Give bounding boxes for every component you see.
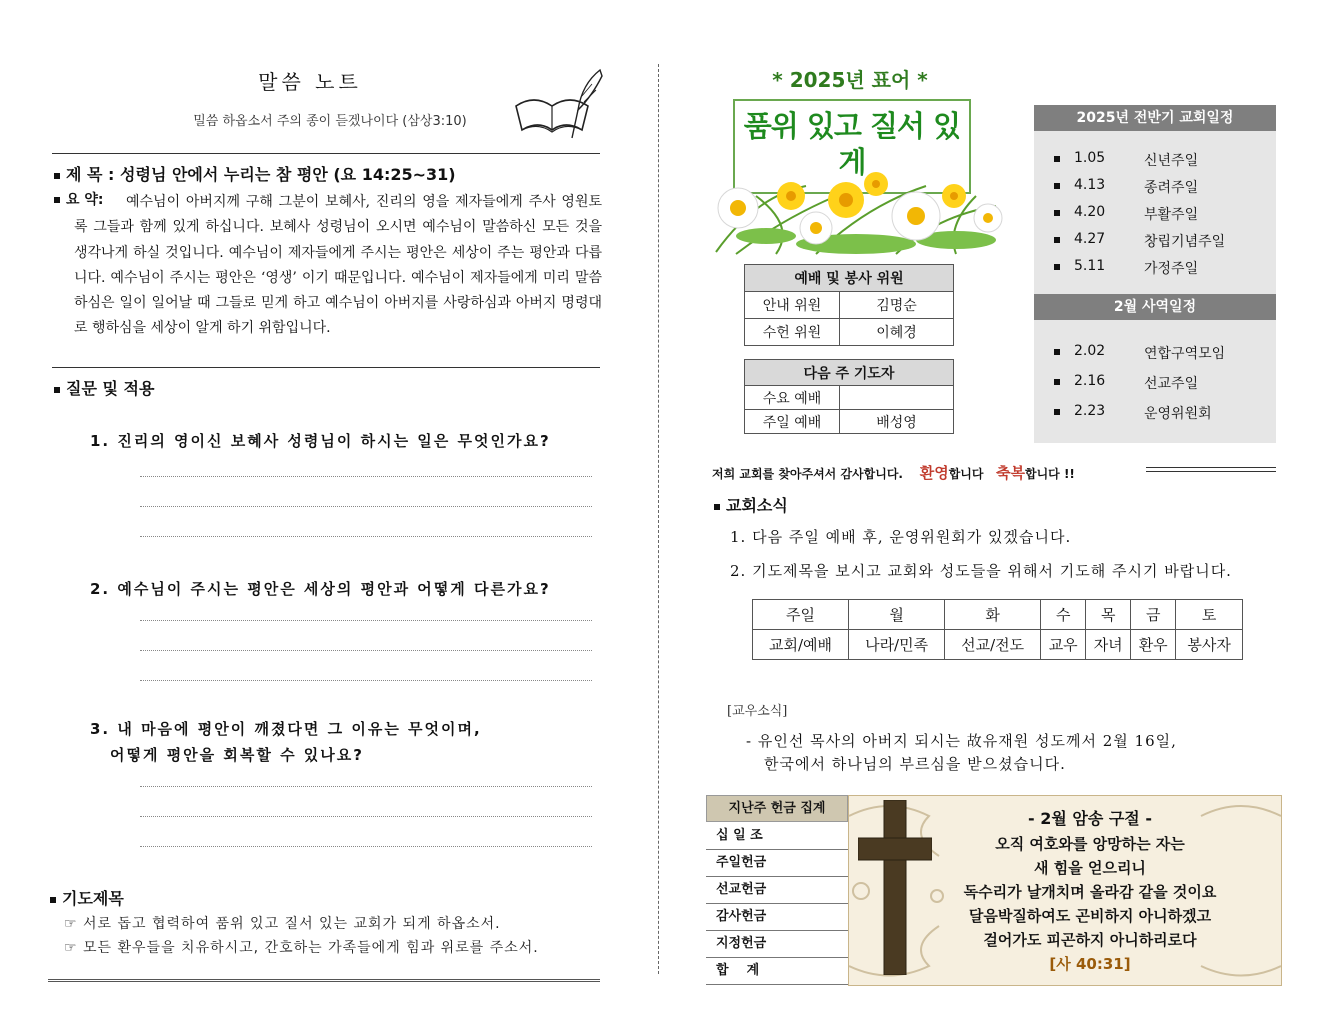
- welcome-highlight: 환영: [919, 464, 949, 482]
- prayer-heading: 기도제목: [62, 889, 124, 908]
- question-3-cont: 어떻게 평안을 회복할 수 있나요?: [110, 746, 364, 764]
- prayer-leaders-table: [744, 359, 954, 434]
- answer-line: [140, 650, 592, 651]
- bullet: [1054, 264, 1060, 270]
- news-item: 1. 다음 주일 예배 후, 운영위원회가 있겠습니다.: [730, 528, 1072, 546]
- bullet: [1054, 210, 1060, 216]
- verse-heading: - 2월 암송 구절 -: [1028, 809, 1152, 828]
- bullet: [54, 387, 60, 393]
- bullet: [54, 197, 60, 203]
- news-heading: 교회소식: [726, 496, 788, 515]
- blessing-highlight: 축복: [996, 464, 1025, 482]
- motto-text: 품위 있고 질서 있게: [743, 109, 961, 180]
- welcome-text: 저희 교회를 찾아주셔서 감사합니다.: [712, 467, 903, 481]
- table-cell: 배성영: [840, 410, 954, 434]
- schedule-date: 2.16: [1074, 373, 1106, 389]
- sermon-summary: 예수님이 아버지께 구해 그분이 보혜사, 진리의 영을 제자들에게 주사 영원토록 그들과 함께 있게 하십니다. 보혜사 성령님이 오시면 예수님이 말씀하신 모든 것을 생각나게 하실 것입니다. 예수님이 제자들에게 주시는 평안은 세상이 주는 평안과 다릅니다. 예수님이 주시는 평안은 ‘영생’ 이기 때문입니다. 예수님이 제자들에게 미리 말씀하심은 일이 일어날 때 그들로 믿게 하고 예수님이 아버지를 사랑하심과 아버지 명령대로 행하심을 세상이 알게 하기 위함입니다.: [74, 194, 602, 337]
- flower-icon: [696, 156, 1008, 260]
- day-cell: 금: [1131, 600, 1176, 630]
- topic-label: 제 목 :: [66, 165, 115, 184]
- page-title: 말씀 노트: [258, 70, 362, 94]
- question-3: 3. 내 마음에 평안이 깨졌다면 그 이유는 무엇이며,: [90, 720, 482, 738]
- answer-line: [140, 620, 592, 621]
- verse-reference: [사 40:31]: [1049, 955, 1131, 973]
- topic-line: [54, 162, 456, 185]
- question-1: 1. 진리의 영이신 보혜사 성령님이 하시는 일은 무엇인가요?: [90, 432, 551, 450]
- summary-label: 요 약:: [66, 192, 104, 208]
- motto-label: * 2025년 표어 *: [772, 68, 928, 92]
- verse-line: 달음박질하여도 곤비하지 아니하겠고: [968, 907, 1212, 925]
- schedule-event: 창립기념주일: [1144, 234, 1226, 250]
- divider: [1146, 467, 1276, 472]
- answer-line: [140, 680, 592, 681]
- day-cell: 주일: [753, 600, 849, 630]
- topic-cell: 자녀: [1086, 630, 1131, 660]
- offering-row: 선교헌금: [706, 877, 848, 904]
- fold-line: [658, 64, 659, 974]
- member-news-line: 한국에서 하나님의 부르심을 받으셨습니다.: [764, 755, 1066, 773]
- day-cell: 목: [1086, 600, 1131, 630]
- day-cell: 토: [1176, 600, 1243, 630]
- verse-line: 오직 여호와를 앙망하는 자는: [995, 835, 1185, 853]
- bullet: [1054, 237, 1060, 243]
- verse-line: 독수리가 날개치며 올라감 같을 것이요: [963, 883, 1217, 901]
- verse-line: 걸어가도 피곤하지 아니하리로다: [983, 931, 1197, 949]
- welcome-text: 합니다: [948, 467, 984, 481]
- offering-row: 주일헌금: [706, 850, 848, 877]
- schedule-date: 4.27: [1074, 231, 1106, 247]
- prayer-heading-wrap: [50, 886, 124, 909]
- schedule-heading: 2025년 전반기 교회일정: [1034, 105, 1276, 131]
- service-staff-table: [744, 264, 954, 346]
- bullet: [714, 504, 720, 510]
- table-cell: 수헌 위원: [745, 319, 840, 346]
- divider: [48, 979, 600, 982]
- schedule-date: 4.13: [1074, 177, 1106, 193]
- day-cell: 수: [1041, 600, 1086, 630]
- member-news-heading: [교우소식]: [727, 704, 788, 719]
- verse-line: 새 힘을 얻으리니: [1034, 859, 1146, 877]
- schedule-date: 5.11: [1074, 258, 1106, 274]
- bible-quill-icon: [512, 66, 608, 142]
- question-2: 2. 예수님이 주시는 평안은 세상의 평안과 어떻게 다른가요?: [90, 580, 551, 598]
- offering-row: 감사헌금: [706, 904, 848, 931]
- schedule-date: 4.20: [1074, 204, 1106, 220]
- bullet: [1054, 156, 1060, 162]
- answer-line: [140, 536, 592, 537]
- questions-heading: 질문 및 적용: [66, 379, 155, 398]
- table-heading: 다음 주 기도자: [745, 360, 954, 386]
- member-news-line: - 유인선 목사의 아버지 되시는 故유재원 성도께서 2월 16일,: [746, 732, 1177, 750]
- schedule-date: 2.23: [1074, 403, 1106, 419]
- bullet: [1054, 183, 1060, 189]
- schedule-event: 종려주일: [1144, 180, 1199, 196]
- schedule-date: 1.05: [1074, 150, 1106, 166]
- bullet: [54, 173, 60, 179]
- topic-cell: 교우: [1041, 630, 1086, 660]
- answer-line: [140, 846, 592, 847]
- schedule-event: 운영위원회: [1144, 406, 1212, 422]
- page-subtitle: 밀씀 하옵소서 주의 종이 듣겠나이다 (삼상3:10): [193, 114, 467, 129]
- bullet: [1054, 379, 1060, 385]
- table-cell: 김명순: [840, 292, 954, 319]
- welcome-text: 합니다 !!: [1025, 467, 1075, 481]
- prayer-item: ☞ 모든 환우들을 치유하시고, 간호하는 가족들에게 힘과 위로를 주소서.: [64, 940, 539, 956]
- topic-cell: 교회/예배: [753, 630, 849, 660]
- bullet: [50, 897, 56, 903]
- table-cell: [840, 386, 954, 410]
- topic-cell: 선교/전도: [945, 630, 1041, 660]
- news-heading-wrap: [714, 493, 788, 516]
- questions-heading-wrap: [54, 376, 154, 399]
- answer-line: [140, 786, 592, 787]
- welcome-line: [712, 462, 1075, 483]
- table-cell: 이혜경: [840, 319, 954, 346]
- answer-line: [140, 506, 592, 507]
- schedule-event: 가정주일: [1144, 261, 1199, 277]
- topic-cell: 환우: [1131, 630, 1176, 660]
- answer-line: [140, 816, 592, 817]
- ministry-heading: 2월 사역일정: [1034, 294, 1276, 320]
- prayer-item: ☞ 서로 돕고 협력하여 품위 있고 질서 있는 교회가 되게 하옵소서.: [64, 916, 501, 932]
- offering-heading: 지난주 헌금 집계: [706, 795, 848, 822]
- topic-cell: 나라/민족: [849, 630, 945, 660]
- news-item: 2. 기도제목을 보시고 교회와 성도들을 위해서 기도해 주시기 바랍니다.: [730, 562, 1232, 580]
- offering-row: 합 계: [706, 958, 848, 985]
- schedule-event: 연합구역모임: [1144, 346, 1226, 362]
- offering-row: 십 일 조: [706, 823, 848, 850]
- divider: [52, 367, 600, 368]
- offering-row: 지정헌금: [706, 931, 848, 958]
- weekly-prayer-table: [752, 599, 1243, 660]
- day-cell: 화: [945, 600, 1041, 630]
- table-cell: 안내 위원: [745, 292, 840, 319]
- day-cell: 월: [849, 600, 945, 630]
- schedule-event: 선교주일: [1144, 376, 1199, 392]
- schedule-event: 신년주일: [1144, 153, 1199, 169]
- table-cell: 수요 예배: [745, 386, 840, 410]
- sermon-topic: 성령님 안에서 누리는 참 평안 (요 14:25~31): [120, 165, 456, 184]
- bullet: [1054, 409, 1060, 415]
- answer-line: [140, 476, 592, 477]
- table-heading: 예배 및 봉사 위원: [745, 265, 954, 292]
- divider: [52, 153, 600, 154]
- table-cell: 주일 예배: [745, 410, 840, 434]
- bullet: [1054, 349, 1060, 355]
- topic-cell: 봉사자: [1176, 630, 1243, 660]
- schedule-event: 부활주일: [1144, 207, 1199, 223]
- schedule-date: 2.02: [1074, 343, 1106, 359]
